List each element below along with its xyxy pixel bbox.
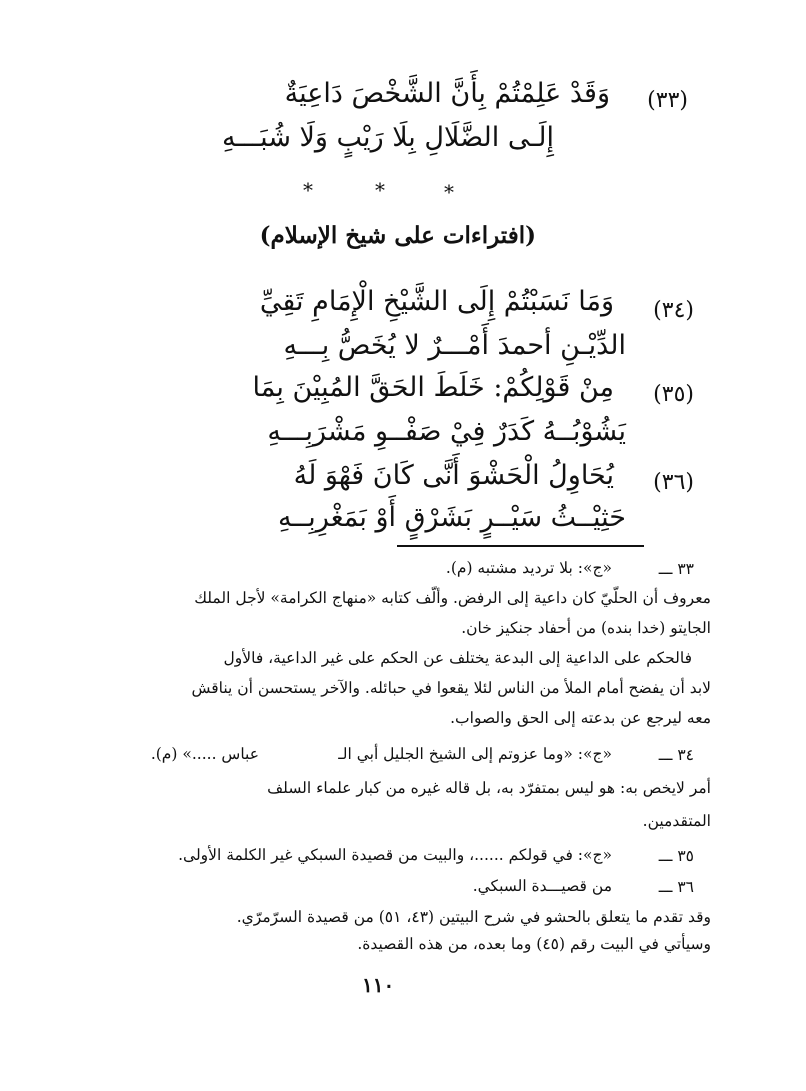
footnote-number-33: ٣٣ ـــ	[658, 560, 694, 578]
verse-number-33: (٣٣)	[647, 88, 688, 113]
footnote-34-para1-line2: المتقدمين.	[642, 812, 711, 830]
footnote-34-line1-part1: «ج»: «وما عزوتم إلى الشيخ الجليل أبي الـ	[338, 745, 612, 763]
footnote-33-para1-line1: معروف أن الحلّيّ كان داعية إلى الرفض. وألّف كتابه «منهاج الكرامة» لأجل الملك	[194, 589, 711, 607]
verse-36-first-hemistich: يُحَاوِلُ الْحَشْوَ أَنَّى كَانَ فَهْوَ لَهُ	[293, 460, 614, 491]
page-number: ١١٠	[362, 973, 395, 997]
separator-star-1: *	[303, 178, 313, 202]
footnote-33-para2-line1: فالحكم على الداعية إلى البدعة يختلف عن الحكم على غير الداعية، فالأول	[223, 649, 692, 667]
verse-34-second-hemistich: الدِّيْـنِ أحمدَ أَمْـــرٌ لا يُخَصُّ بِـــهِ	[283, 330, 626, 361]
verse-33-second-hemistich: إِلَـى الضَّلَالِ بِلَا رَيْبٍ وَلَا شُبَـــهِ	[221, 122, 554, 153]
footnote-36-line1: من قصيـــدة السبكي.	[472, 877, 612, 895]
section-title: (افتراءات على شيخ الإسلام)	[259, 222, 536, 249]
footnote-33-para2-line2: لابد أن يفضح أمام الملأ من الناس لئلا يقعوا في حبائله. والآخر يستحسن أن يناقش	[191, 679, 711, 697]
footnote-number-36: ٣٦ ـــ	[658, 878, 694, 896]
footnote-number-34: ٣٤ ـــ	[658, 746, 694, 764]
footnote-33-para2-line3: معه ليرجع عن بدعته إلى الحق والصواب.	[450, 709, 711, 727]
separator-star-2: *	[375, 178, 385, 202]
footnote-separator-rule	[397, 545, 644, 547]
footnote-33-para1-line2: الجايتو (خدا بنده) من أحفاد جنكيز خان.	[461, 619, 711, 637]
verse-34-first-hemistich: وَمَا نَسَبْتُمْ إِلَى الشَّيْخِ الْإِمَامِ تَقِيِّ	[259, 286, 614, 317]
footnote-36-para1-line2: وسيأتي في البيت رقم (٤٥) وما بعده، من هذه القصيدة.	[357, 935, 711, 953]
footnote-34-para1-line1: أمر لايخص به: هو ليس بمتفرّد به، بل قاله غيره من كبار علماء السلف	[267, 779, 711, 797]
verse-number-35: (٣٥)	[653, 382, 694, 407]
footnote-34-line1-part2: عباس .....» (م).	[150, 745, 259, 763]
footnote-33-line1: «ج»: بلا ترديد مشتبه (م).	[445, 559, 612, 577]
verse-number-34: (٣٤)	[653, 298, 694, 323]
footnote-35-line1: «ج»: في قولكم ......، والبيت من قصيدة السبكي غير الكلمة الأولى.	[178, 846, 612, 864]
verse-35-first-hemistich: مِنْ قَوْلِكُمْ: خَلَطَ الحَقَّ المُبِيْنَ بِمَا	[252, 372, 614, 403]
verse-36-second-hemistich: حَثِيْــثُ سَيْــرٍ بَشَرْقٍ أَوْ بَمَغْرِبِــهِ	[278, 502, 626, 533]
separator-star-3: *	[444, 180, 454, 204]
verse-number-36: (٣٦)	[653, 470, 694, 495]
verse-35-second-hemistich: يَشُوْبُــهُ كَدَرٌ فِيْ صَفْــوِ مَشْرَبِـــهِ	[267, 416, 626, 447]
verse-33-first-hemistich: وَقَدْ عَلِمْتُمْ بِأَنَّ الشَّخْصَ دَاعِيَةٌ	[284, 78, 610, 109]
footnote-number-35: ٣٥ ـــ	[658, 847, 694, 865]
footnote-36-para1-line1: وقد تقدم ما يتعلق بالحشو في شرح البيتين (٤٣، ٥١) من قصيدة السرّمرّي.	[236, 908, 711, 926]
